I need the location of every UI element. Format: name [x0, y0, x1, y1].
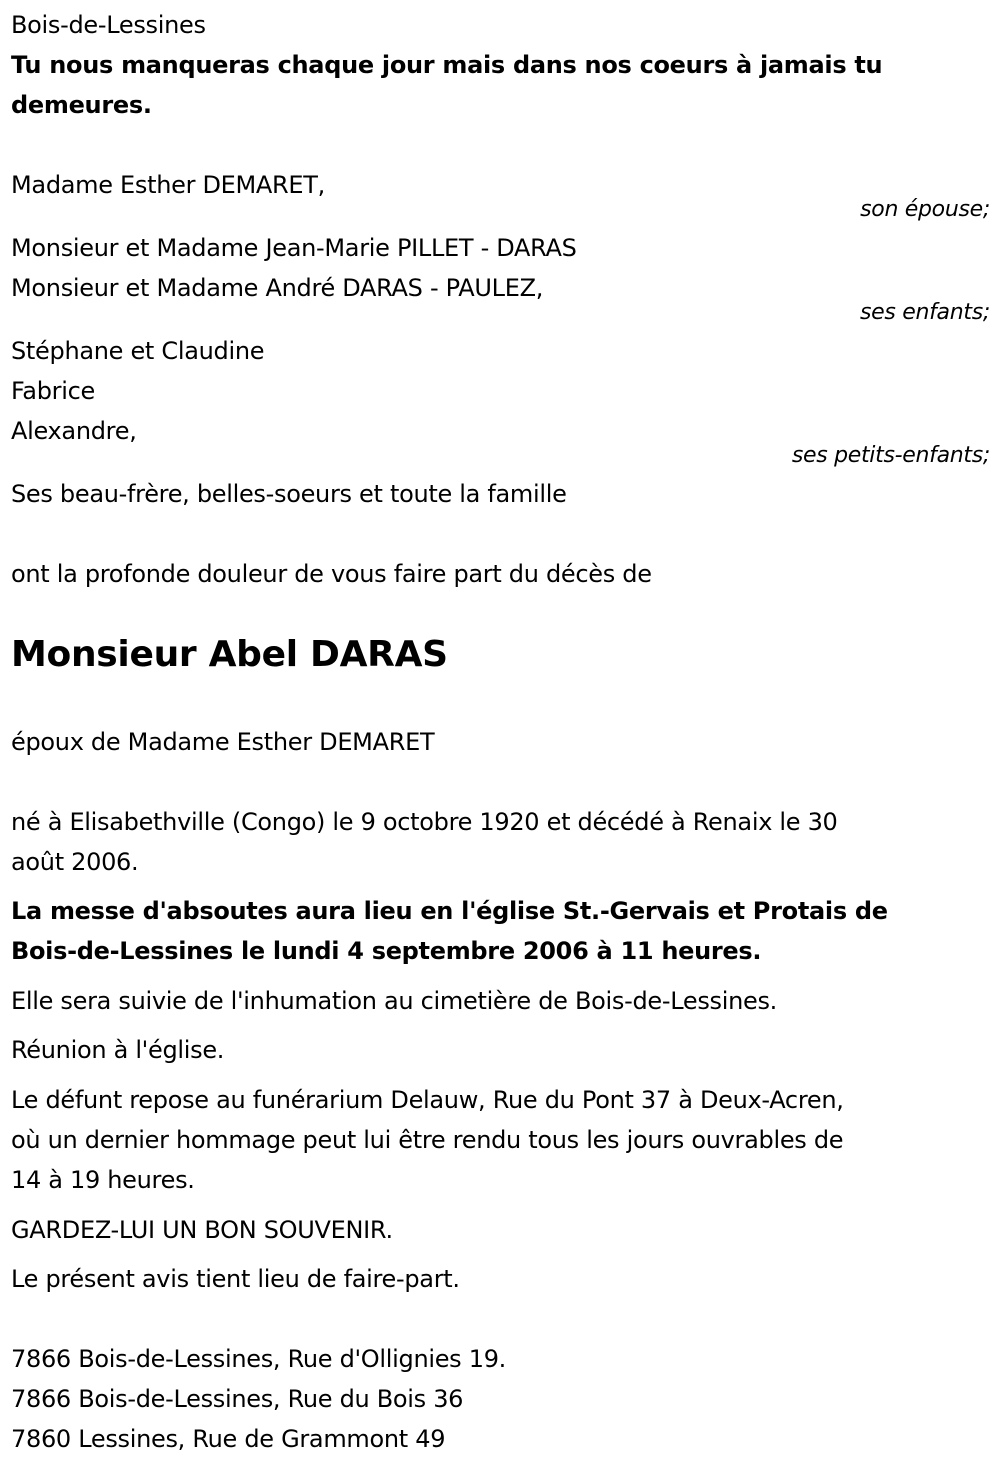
spouse-name: Madame Esther DEMARET,: [11, 171, 325, 199]
birth-death-line-1: né à Elisabethville (Congo) le 9 octobre 1920 et décédé à Renaix le 30: [11, 808, 838, 836]
grandchildren-relation: ses petits-enfants;: [791, 443, 990, 468]
mass-line-2: Bois-de-Lessines le lundi 4 septembre 2006 à 11 heures.: [11, 937, 762, 965]
funeral-home-line-1: Le défunt repose au funérarium Delauw, Rue du Pont 37 à Deux-Acren,: [11, 1086, 844, 1114]
child-2-name: Monsieur et Madame André DARAS - PAULEZ,: [11, 274, 544, 302]
grandchild-2-name: Fabrice: [11, 377, 95, 405]
birth-death-line-2: août 2006.: [11, 848, 139, 876]
address-2: 7866 Bois-de-Lessines, Rue du Bois 36: [11, 1385, 464, 1413]
funeral-home-line-2: où un dernier hommage peut lui être rendu tous les jours ouvrables de: [11, 1126, 844, 1154]
burial-text: Elle sera suivie de l'inhumation au cimetière de Bois-de-Lessines.: [11, 987, 778, 1015]
address-3: 7860 Lessines, Rue de Grammont 49: [11, 1425, 446, 1453]
grandchild-1-name: Stéphane et Claudine: [11, 337, 265, 365]
child-1-name: Monsieur et Madame Jean-Marie PILLET - DARAS: [11, 234, 577, 262]
grandchild-3-name: Alexandre,: [11, 417, 137, 445]
spouse-relation: son épouse;: [860, 197, 990, 222]
epitaph-line-2: demeures.: [11, 91, 152, 119]
meeting-text: Réunion à l'église.: [11, 1036, 225, 1064]
notice-text: Le présent avis tient lieu de faire-part.: [11, 1265, 460, 1293]
children-relation: ses enfants;: [859, 300, 990, 325]
remember-text: GARDEZ-LUI UN BON SOUVENIR.: [11, 1216, 393, 1244]
spouse-of-text: époux de Madame Esther DEMARET: [11, 728, 435, 756]
deceased-name: Monsieur Abel DARAS: [11, 634, 448, 675]
mass-line-1: La messe d'absoutes aura lieu en l'église St.-Gervais et Protais de: [11, 897, 888, 925]
funeral-home-line-3: 14 à 19 heures.: [11, 1166, 195, 1194]
location-header: Bois-de-Lessines: [11, 11, 206, 39]
announcement-text: ont la profonde douleur de vous faire part du décès de: [11, 560, 652, 588]
address-1: 7866 Bois-de-Lessines, Rue d'Ollignies 19.: [11, 1345, 506, 1373]
other-family: Ses beau-frère, belles-soeurs et toute la famille: [11, 480, 567, 508]
epitaph-line-1: Tu nous manqueras chaque jour mais dans nos coeurs à jamais tu: [11, 51, 883, 79]
